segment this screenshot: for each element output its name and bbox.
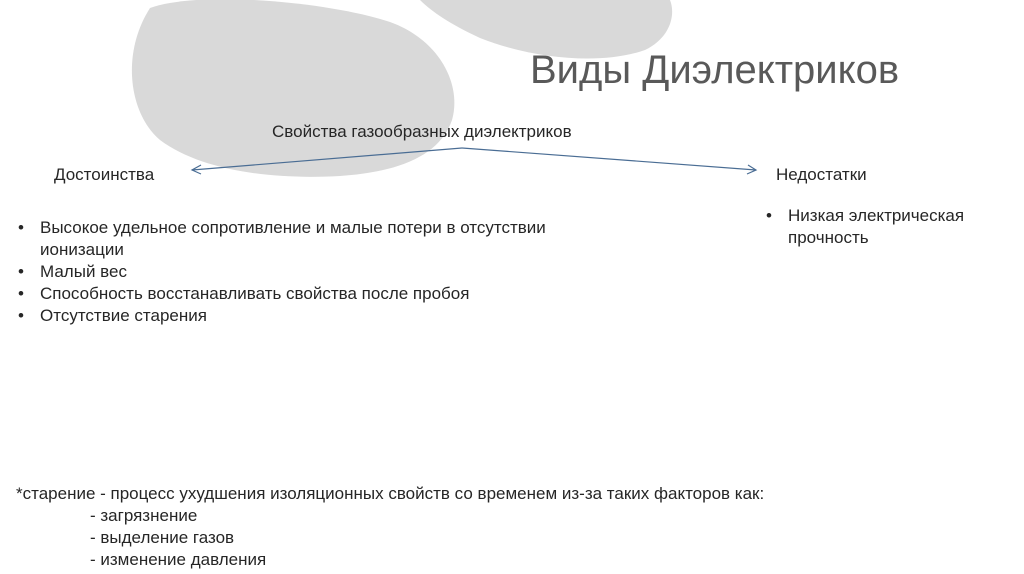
arrow-line-left (192, 148, 462, 170)
advantages-list (14, 217, 554, 327)
disadvantages-label: Недостатки (776, 165, 867, 184)
slide-title: Виды Диэлектриков (530, 48, 900, 92)
disadvantages-list (762, 205, 1012, 249)
arrow-line-right (462, 148, 756, 170)
slide-subtitle: Свойства газообразных диэлектриков (272, 122, 572, 141)
list-item: • Способность восстанавливать свойства после пробоя (14, 283, 554, 305)
list-item: • Малый вес (14, 261, 554, 283)
advantages-label: Достоинства (54, 165, 155, 184)
footnote-item: - загрязнение (90, 506, 198, 525)
list-item: • Отсутствие старения (14, 305, 554, 327)
footnote-text: *старение - процесс ухудшения изоляционных свойств со временем из-за таких факторов как: (16, 484, 765, 503)
footnote-item: - изменение давления (90, 550, 267, 569)
list-item: • Низкая электрическая прочность (762, 205, 1012, 249)
footnote (16, 483, 764, 571)
footnote-item: - выделение газов (90, 528, 235, 547)
list-item: • Высокое удельное сопротивление и малые потери в отсутствии ионизации (14, 217, 554, 261)
